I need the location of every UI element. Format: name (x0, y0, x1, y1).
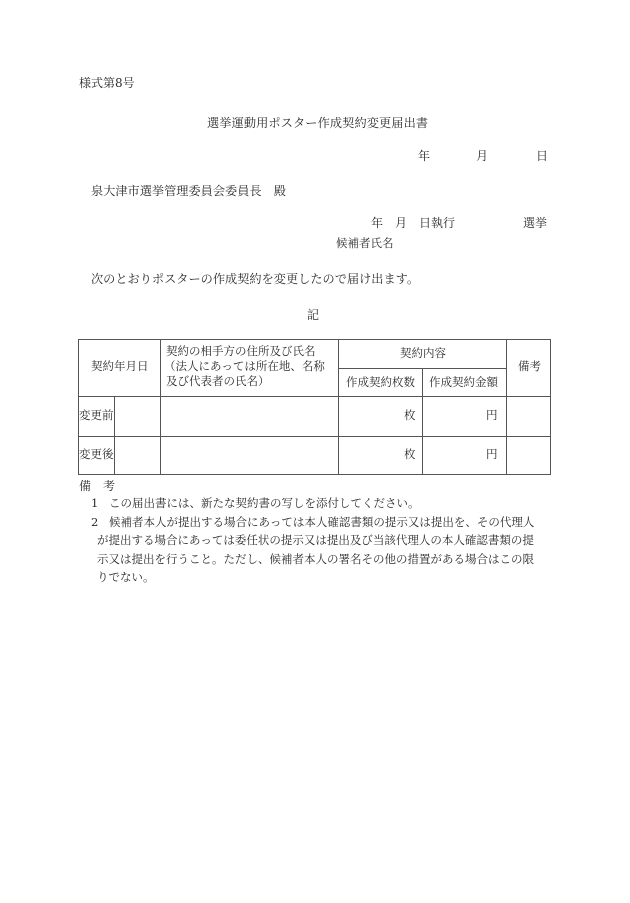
row-label-after: 変更後 (79, 447, 114, 461)
header-amount: 作成契約金額 (429, 375, 498, 389)
table-border-top (78, 339, 551, 340)
header-bottom-line (78, 396, 551, 397)
candidate-name-label: 候補者氏名 (336, 236, 394, 250)
row-before-sheets-unit: 枚 (404, 408, 416, 422)
election-name-label: 選挙 (523, 216, 548, 230)
election-day-held-label: 日執行 (419, 216, 456, 230)
header-counterparty-line2: （法人にあっては所在地、名称 (164, 359, 325, 373)
header-counterparty-line1: 契約の相手方の住所及び氏名 (166, 344, 316, 358)
header-contract-content: 契約内容 (400, 346, 446, 360)
contract-change-table (78, 339, 551, 475)
note-2-text-line4: りでない。 (97, 570, 155, 584)
row-after-amount-unit: 円 (486, 447, 498, 461)
amount-column-line (506, 339, 507, 475)
row-after-sheets-unit: 枚 (404, 447, 416, 461)
document-title: 選挙運動用ポスター作成契約変更届出書 (207, 116, 429, 130)
note-1-number: 1 (91, 496, 99, 510)
notes-heading: 備 考 (79, 479, 116, 493)
ki-heading: 記 (307, 308, 320, 322)
intro-statement: 次のとおりポスターの作成契約を変更したので届け出ます。 (91, 272, 420, 286)
submission-year-label: 年 (418, 149, 431, 163)
header-sheets: 作成契約枚数 (346, 375, 415, 389)
row-divider-line (78, 436, 551, 437)
addressee: 泉大津市選挙管理委員会委員長 殿 (91, 184, 286, 198)
row-label-before: 変更前 (79, 408, 114, 422)
note-1-text: この届出書には、新たな契約書の写しを添付してください。 (109, 496, 420, 510)
date-column-line (160, 339, 161, 475)
row-before-amount-unit: 円 (486, 408, 498, 422)
table-border-bottom (78, 474, 551, 475)
submission-day-label: 日 (536, 149, 549, 163)
header-counterparty-line3: 及び代表者の氏名） (166, 374, 270, 388)
submission-month-label: 月 (476, 149, 489, 163)
header-remarks: 備考 (518, 359, 541, 373)
label-column-line (114, 396, 115, 475)
election-year-label: 年 (371, 216, 384, 230)
sheets-column-line (422, 368, 423, 475)
note-2-number: 2 (91, 515, 99, 529)
note-2-text-line1: 候補者本人が提出する場合にあっては本人確認書類の提示又は提出を、その代理人 (109, 515, 535, 529)
form-number: 様式第8号 (79, 76, 135, 90)
election-month-label: 月 (395, 216, 408, 230)
table-border-right (550, 339, 551, 475)
header-contract-date: 契約年月日 (91, 359, 149, 373)
counterparty-column-line (338, 339, 339, 475)
note-2-text-line3: 示又は提出を行うこと。ただし、候補者本人の署名その他の措置がある場合はこの限 (97, 552, 534, 566)
note-2-text-line2: が提出する場合にあっては委任状の提示又は提出及び当該代理人の本人確認書類の提 (97, 533, 534, 547)
